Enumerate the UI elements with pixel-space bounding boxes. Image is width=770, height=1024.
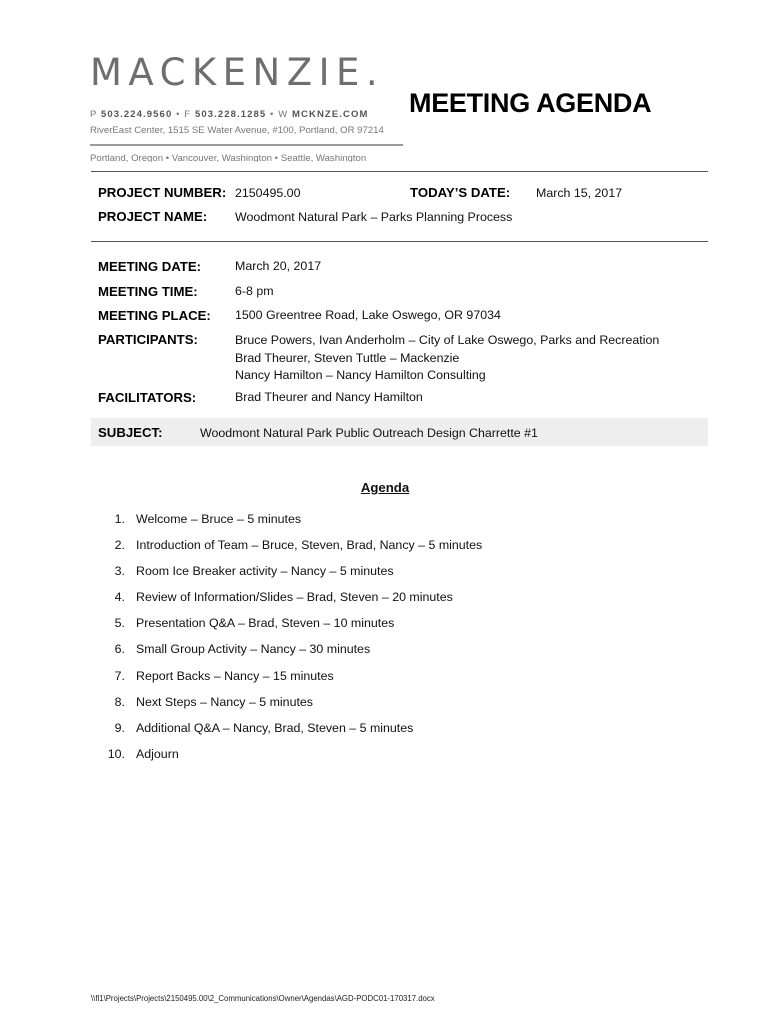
agenda-item-number: 9.: [114, 720, 125, 735]
agenda-item: [100, 512, 482, 538]
project-name: Woodmont Natural Park – Parks Planning Process: [235, 210, 513, 224]
todays-date: March 15, 2017: [536, 186, 623, 200]
company-address: RiverEast Center, 1515 SE Water Avenue, #100, Portland, OR 97214: [90, 125, 384, 136]
phone-prefix: P: [90, 109, 98, 120]
meeting-time-label: MEETING TIME:: [98, 284, 198, 299]
facilitators-label: FACILITATORS:: [98, 390, 197, 405]
meeting-place: 1500 Greentree Road, Lake Oswego, OR 97034: [235, 308, 501, 322]
agenda-item-number: 3.: [114, 564, 125, 579]
todays-date-label: TODAY’S DATE:: [410, 185, 511, 200]
agenda-item-number: 5.: [114, 616, 125, 631]
project-number-label: PROJECT NUMBER:: [98, 185, 227, 200]
agenda-item-number: 6.: [114, 642, 125, 657]
agenda-item-text: Small Group Activity – Nancy – 30 minutes: [136, 642, 371, 657]
participant-line: Brad Theurer, Steven Tuttle – Mackenzie: [235, 350, 460, 365]
agenda-heading: Agenda: [360, 480, 410, 495]
letterhead-divider: [90, 144, 403, 146]
agenda-item-text: Adjourn: [136, 746, 179, 761]
agenda-item: [100, 669, 482, 695]
project-number: 2150495.00: [235, 186, 301, 200]
meeting-place-label: MEETING PLACE:: [98, 308, 211, 323]
agenda-item-text: Report Backs – Nancy – 15 minutes: [136, 668, 334, 683]
project-divider: [91, 241, 708, 242]
agenda-item: [100, 616, 482, 642]
meeting-date: March 20, 2017: [235, 259, 322, 273]
agenda-item-text: Room Ice Breaker activity – Nancy – 5 minutes: [136, 564, 394, 579]
agenda-item-text: Welcome – Bruce – 5 minutes: [136, 512, 302, 526]
agenda-item-text: Introduction of Team – Bruce, Steven, Brad, Nancy – 5 minutes: [136, 538, 483, 553]
document-title: MEETING AGENDA: [409, 88, 652, 118]
subject: Woodmont Natural Park Public Outreach Design Charrette #1: [200, 426, 538, 440]
separator: •: [270, 109, 275, 120]
agenda-item-text: Additional Q&A – Nancy, Brad, Steven – 5 minutes: [136, 720, 414, 735]
web-prefix: W: [278, 109, 289, 120]
agenda-item-number: 7.: [114, 668, 125, 683]
participants-list: [235, 332, 659, 385]
agenda-item: [100, 564, 482, 590]
participant-line: Bruce Powers, Ivan Anderholm – City of Lake Oswego, Parks and Recreation: [235, 333, 660, 347]
agenda-item: [100, 590, 482, 616]
agenda-item-text: Next Steps – Nancy – 5 minutes: [136, 694, 313, 709]
agenda-item: [100, 721, 482, 747]
file-path-footer: \\fl1\Projects\Projects\2150495.00\2_Communications\Owner\Agendas\AGD-PODC01-170317.docx: [91, 994, 435, 1003]
meeting-date-label: MEETING DATE:: [98, 259, 202, 274]
header-divider: [91, 171, 708, 172]
agenda-item: [100, 695, 482, 721]
contact-line: [90, 109, 368, 120]
phone-number: 503.224.9560: [101, 109, 173, 120]
agenda-item-number: 10.: [107, 746, 125, 761]
agenda-item-text: Presentation Q&A – Brad, Steven – 10 minutes: [136, 616, 395, 631]
company-logo: MACKENZIE.: [90, 51, 385, 94]
separator: •: [176, 109, 181, 120]
agenda-item: [100, 538, 482, 564]
agenda-item: [100, 747, 482, 773]
office-cities: Portland, Oregon • Vancouver, Washington • Seattle, Washington: [90, 153, 367, 162]
facilitators: Brad Theurer and Nancy Hamilton: [235, 390, 423, 404]
agenda-item-number: 2.: [114, 538, 125, 553]
agenda-item-number: 4.: [114, 590, 125, 605]
agenda-list: [100, 512, 482, 773]
fax-prefix: F: [184, 109, 192, 120]
fax-number: 503.228.1285: [194, 109, 267, 120]
agenda-item: [100, 642, 482, 668]
agenda-item-number: 8.: [114, 694, 125, 709]
participant-line: Nancy Hamilton – Nancy Hamilton Consulting: [235, 368, 486, 382]
participants-label: PARTICIPANTS:: [98, 332, 198, 347]
web-address: MCKNZE.COM: [292, 109, 369, 120]
meeting-time: 6-8 pm: [235, 284, 274, 298]
project-name-label: PROJECT NAME:: [98, 209, 208, 224]
subject-label: SUBJECT:: [98, 425, 163, 440]
agenda-item-number: 1.: [114, 512, 125, 526]
agenda-item-text: Review of Information/Slides – Brad, Steven – 20 minutes: [136, 590, 453, 605]
